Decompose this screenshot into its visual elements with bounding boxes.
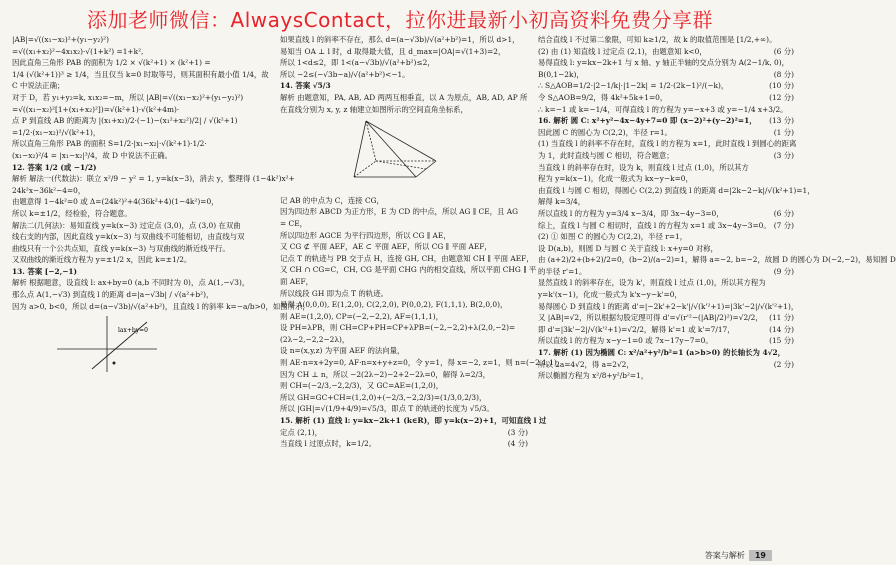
score-mark: (11 分) (769, 313, 794, 323)
text-line: 所以直线 l 的方程为 x−y−1=0 或 7x−17y−7=0。 (15 分) (538, 336, 794, 346)
text-line: 在直线分别为 x, y, z 轴建立如图所示的空间直角坐标系， (280, 104, 468, 114)
text-line: 所以直角三角形 PAB 的面积 S=1/2·|x₁−x₂|·√(k²+1)·1/2· (12, 139, 207, 149)
text-line: ∴ k=−1 或 k=−1/4，可得直线 l 的方程为 y=−x+3 或 y=−1/4 x+3/2。 (538, 104, 788, 114)
score-mark: (9 分) (773, 266, 794, 276)
text-line: 面 AEF， (280, 276, 313, 286)
score-mark: (13 分) (769, 116, 794, 126)
page-footer (705, 550, 772, 561)
text-line: 所以直线 l 的方程为 y=3/4 x−3/4，即 3x−4y−3=0， (6 分) (538, 208, 794, 218)
text-line: 因为 a>0, b<0，所以 d=(a−√3b)/√(a²+b²)，且直线 l 的斜率 k=−a/b>0，如图所示， (12, 301, 310, 311)
text-line: 令 S△AOB=9/2，得 4k²+5k+1=0， (12 分) (538, 92, 794, 102)
text-line: 所以 1<d≤2，即 1<(a−√3b)/√(a²+b²)≤2， (280, 58, 435, 68)
column-right (538, 34, 896, 544)
text-line: 所以 k=±1/2，经检验，符合题意。 (12, 208, 132, 218)
text-line: 即 d'=|3k'−2|/√(k'²+1)=√2/2，解得 k'=1 或 k'=7/17， (14 分) (538, 324, 794, 334)
answer-heading-12: 12. 答案 1/2 (或 −1/2) (12, 162, 97, 172)
text-line: 所以 −2≤(−√3b−a)/√(a²+b²)<−1。 (280, 69, 410, 79)
text-line: 易得圆心 D 到直线 l 的距离 d'=|−2k'+2−k'|/√(k'²+1)=|3k'−2|/√(k'²+1)， (11 分) (538, 301, 799, 323)
text-line: 曲线只有一个公共点知，直线 y=k(x−3) 与双曲线的渐近线平行。 (12, 243, 230, 253)
line-label: lax+by=0 (118, 327, 148, 335)
score-mark: (10 分) (769, 81, 794, 91)
text-line: 记点 T 的轨迹与 PB 交于点 H，连接 GH, CH，由题意知 CH ∥ 平面 AEF， (280, 253, 534, 263)
text-line: 的半径 r'=1。 (9 分) (538, 266, 794, 276)
text-line: 易得 A(0,0,0), E(1,2,0), C(2,2,0), P(0,0,2), F(1,1,1), B(2,0,0)， (280, 300, 508, 310)
text-line: 又双曲线的渐近线方程为 y=±1/2 x，因此 k=±1/2。 (12, 255, 192, 265)
text-line: 由题意得 1−4k²=0 或 Δ=(24k²)²+4(36k²+4)(1−4k²)=0， (12, 197, 219, 207)
text-line: (2) 由 (1) 知直线 l 过定点 (2,1)，由题意知 k<0， (538, 46, 707, 56)
text-line: |AB|=√((x₁−x₂)²+(y₁−y₂)²) (12, 35, 109, 44)
text-line: 因为四边形 ABCD 为正方形，E 为 CD 的中点，所以 AG ∥ CE，且 AG (280, 207, 518, 217)
text-line: 如果直线 l 的斜率不存在，那么 d=(a−√3b)/√(a²+b²)=1，所以 d>1， (280, 35, 520, 44)
text-line: 定点 (2,1)， (3 分) (280, 427, 528, 437)
score-mark: (6 分) (773, 208, 794, 218)
text-line: 又 |AB|=√2，所以根据勾股定理可得 d'=√(r'²−(|AB|/2)²)=√2/2， (538, 313, 763, 323)
answer-heading-16: 16. 解析 圆 C: x²+y²−4x−4y+7=0 即 (x−2)²+(y−2)²=1， (538, 116, 757, 126)
answer-heading-17: 17. 解析 (1) 因为椭圆 C: x²/a²+y²/b²=1 (a>b>0) 的长轴长为 4√2， (538, 348, 786, 358)
text-line: 所以线段 GH 即为点 T 的轨迹。 (280, 288, 388, 298)
text-line: 则 AE·n=x+2y=0, AF·n=x+y+z=0，令 y=1，得 x=−2, z=1，则 n=(−2,1,1)， (280, 358, 565, 368)
text-line: 易知当 OA ⊥ l 时，d 取得最大值，且 d_max=|OA|=√(1+3)=2， (280, 46, 506, 56)
text-line: =√((x₁−x₂)²[1+(x₁+x₂)²])=√(k²+1)·√(k²+4m)· (12, 104, 180, 114)
watermark-banner: 添加老师微信：AlwaysContact，拉你进最新小初高资料免费分享群 (87, 8, 713, 32)
text-line: ∴ S△AOB=1/2·|2−1/k|·|1−2k| = 1/2·(2k−1)²/(−k)， (10 分) (538, 81, 794, 91)
text-line: 因此直角三角形 PAB 的面积为 1/2 × √(k²+1) × (k²+1) = (12, 58, 211, 68)
text-line: 结合直线 l 不过第二象限，可知 k≥1/2，故 k 的取值范围是 [1/2,+∞)。 (538, 35, 777, 44)
text-line: =√((x₁+x₂)²−4x₁x₂)·√(1+k²) =1+k², (12, 46, 144, 56)
text-line: 显然直线 l 的斜率存在，设为 k'，则直线 l 过点 (1,0)，所以其方程为 (538, 278, 766, 288)
text-line: 程为 y=k(x−1)，化成一般式为 kx−y−k=0， (538, 174, 693, 184)
text-line: 解得 k=3/4， (538, 197, 586, 207)
pyramid-figure (336, 117, 456, 189)
page-number: 19 (749, 550, 772, 561)
text-line: 对于 D，若 y₁+y₂=k, x₁x₂=−m，所以 |AB|=√((x₁−x₂)²+(y₁−y₂)²) (12, 92, 244, 102)
score-mark: (1 分) (773, 127, 794, 137)
text-line: y=k'(x−1)，化成一般式为 k'x−y−k'=0， (538, 290, 682, 300)
text-line: = CE， (280, 218, 307, 228)
text-line: 解析 解法一(代数法)：联立 x²/9 − y² = 1, y=k(x−3)，消去 y，整理得 (1−4k²)x²+ (12, 174, 295, 184)
text-line: 线右支的内部，因此直线 y=k(x−3) 与双曲线不可能相切，由直线与双 (12, 232, 245, 242)
text-line: 设 D(a,b)，则圆 D 与圆 C 关于直线 l: x+y=0 对称， (538, 243, 718, 253)
score-mark: (3 分) (507, 427, 528, 437)
text-line: 所以四边形 AGCE 为平行四边形，所以 CG ∥ AE， (280, 230, 451, 240)
text-line: 设 n=(x,y,z) 为平面 AEF 的法向量， (280, 346, 405, 356)
text-line: 易得直线 l: y=kx−2k+1 与 x 轴、y 轴正半轴的交点分别为 A(2−1/k, 0)， (538, 58, 790, 68)
text-line: 点 P 到直线 AB 的距离为 |(x₁+x₂)/2·(−1)−(x₁²+x₂²)/2| / √(k²+1) (12, 116, 238, 126)
score-mark: (12 分) (769, 92, 794, 102)
text-line: (2λ−2,−2,2−2λ)， (280, 334, 350, 344)
score-mark: (14 分) (769, 324, 794, 334)
score-mark: (7 分) (773, 220, 794, 230)
score-mark: (6 分) (773, 46, 794, 56)
score-mark: (4 分) (507, 439, 528, 449)
score-mark: (2 分) (773, 359, 794, 369)
text-line: 当直线 l 过原点时，k=1/2。 (4 分) (280, 439, 528, 449)
score-mark: (15 分) (769, 336, 794, 346)
text-line: 则 CH=(−2/3,−2,2/3)，又 GC=AE=(1,2,0)， (280, 381, 444, 391)
text-line: B(0,1−2k)， (8 分) (538, 69, 794, 79)
text-line: 解法二(几何法)：易知直线 y=k(x−3) 过定点 (3,0)，点 (3,0) 在双曲 (12, 220, 241, 230)
coordinate-figure (52, 314, 162, 374)
text-line: 由直线 l 与圆 C 相切，得圆心 C(2,2) 到直线 l 的距离 d=|2k−2−k|/√(k²+1)=1， (538, 185, 815, 195)
answer-heading-15: 15. 解析 (1) 直线 l: y=kx−2k+1 (k∈R)，即 y=k(x−2)+1，可知直线 l 过 (280, 416, 547, 426)
score-mark: (3 分) (773, 150, 794, 160)
text-line: 所以椭圆方程为 x²/8+y²/b²=1， (538, 371, 649, 381)
text-line: 所以 GH=GC+CH=(1,2,0)+(−2/3,−2,2/3)=(1/3,0,2/3)， (280, 392, 487, 402)
text-line: 因为 CH ⊥ n，所以 −2(2λ−2)−2+2−2λ=0，解得 λ=2/3， (280, 369, 491, 379)
text-line: 为 1，此时直线与圆 C 相切，符合题意； (3 分) (538, 150, 794, 160)
text-line: 由 (a+2)/2+(b+2)/2=0，(b−2)/(a−2)=1，解得 a=−2, b=−2，故圆 D 的圆心为 D(−2,−2)，易知圆 D (538, 255, 896, 265)
text-line: 1/4 (√(k²+1))³ ≥ 1/4，当且仅当 k=0 时取等号，则其面积有最小值 1/4，故 (12, 69, 269, 79)
answer-heading-14: 14. 答案 √5/3 (280, 81, 331, 91)
answer-heading-13: 13. 答案 [−2,−1) (12, 266, 78, 276)
text-line: 解析 由题意知，PA, AB, AD 两两互相垂直，以 A 为原点，AB, AD, AP 所 (280, 92, 528, 102)
text-line: 则 AE=(1,2,0), CP=(−2,−2,2), AF=(1,1,1)， (280, 311, 444, 321)
text-line: 24k²x−36k²−4=0， (12, 185, 86, 195)
text-line: 解析 根据题意，设直线 l: ax+by=0 (a,b 不同时为 0)，点 A(1,−√3)， (12, 278, 250, 288)
text-line: 记 AB 的中点为 C，连接 CG， (280, 195, 384, 205)
text-line: 所以 |GH|=√(1/9+4/9)=√5/3，即点 T 的轨迹的长度为 √5/3。 (280, 404, 494, 414)
text-line: =1/2·(x₁−x₂)²/√(k²+1)， (12, 127, 101, 137)
text-line: 设 PH=λPB，则 CH=CP+PH=CP+λPB=(−2,−2,2)+λ(2,0,−2)= (280, 323, 516, 333)
footer-label: 答案与解析 (704, 551, 745, 560)
text-line: 那么点 A(1,−√3) 到直线 l 的距离 d=|a−√3b| / √(a²+b²)， (12, 290, 214, 300)
text-line: 又 CG ⊄ 平面 AEF，AE ⊂ 平面 AEF，所以 CG ∥ 平面 AEF， (280, 242, 492, 252)
score-mark: (8 分) (773, 69, 794, 79)
text-line: 所以 2a=4√2，得 a=2√2， (2 分) (538, 359, 794, 369)
text-line: 综上，直线 l 与圆 C 相切时，直线 l 的方程为 x=1 或 3x−4y−3=0。 (7 分) (538, 220, 794, 230)
text-line: 当直线 l 的斜率存在时，设为 k，则直线 l 过点 (1,0)，所以其方 (538, 162, 749, 172)
text-line: (2) ① 如图 C 的圆心为 C(2,2)，半径 r=1， (538, 232, 688, 242)
text-line: (x₁−x₂)²/4 = |x₁−x₂|³/4，故 D 中说法不正确。 (12, 150, 172, 160)
text-line: 又 CH ∩ CG=C，CH, CG 是平面 CHG 内的相交直线，所以平面 CHG ∥ 平 (280, 265, 537, 275)
text-line: (1) 当直线 l 的斜率不存在时，直线 l 的方程为 x=1，此时直线 l 到圆心的距离 (538, 139, 797, 149)
text-line: C 中说法正确； (12, 81, 65, 91)
text-line: 因此圆 C 的圆心为 C(2,2)，半径 r=1。 (1 分) (538, 127, 794, 137)
